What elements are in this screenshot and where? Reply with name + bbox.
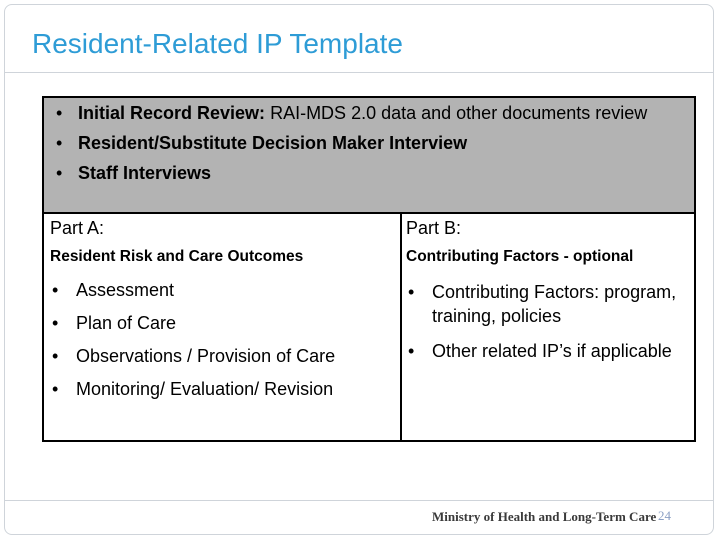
header-item-bold: Resident/Substitute Decision Maker Interview xyxy=(78,133,468,153)
part-b-title: Part B: xyxy=(406,218,462,238)
header-item-bold: Staff Interviews xyxy=(78,163,212,183)
bullet-icon: • xyxy=(56,103,63,123)
part-b-subtitle: Contributing Factors - optional xyxy=(406,248,634,265)
header-item-bold: Initial Record Review: xyxy=(78,103,266,123)
part-a-subtitle: Resident Risk and Care Outcomes xyxy=(50,248,304,265)
list-item xyxy=(406,280,686,328)
page-number: 24 xyxy=(658,508,671,523)
list-item-text: Contributing Factors: program, training, policies xyxy=(432,282,677,326)
part-a-title: Part A: xyxy=(50,218,105,238)
part-a-list xyxy=(50,278,390,410)
list-item xyxy=(50,278,390,302)
list-item-text: Plan of Care xyxy=(76,313,177,333)
bullet-icon: • xyxy=(56,133,63,153)
part-b-column xyxy=(402,214,694,442)
list-item xyxy=(50,377,390,401)
bullet-icon: • xyxy=(52,346,59,366)
part-b-list xyxy=(406,280,686,374)
header-item-text: RAI-MDS 2.0 data and other documents review xyxy=(265,103,648,123)
list-item-text: Monitoring/ Evaluation/ Revision xyxy=(76,379,334,399)
list-item-text: Observations / Provision of Care xyxy=(76,346,336,366)
list-item xyxy=(50,344,390,368)
part-a-column xyxy=(44,214,402,442)
footer-divider xyxy=(4,500,714,501)
header-item-sdm-interview xyxy=(54,132,684,154)
bullet-icon: • xyxy=(56,163,63,183)
bullet-icon: • xyxy=(52,280,59,300)
bullet-icon: • xyxy=(408,282,415,302)
list-item-text: Other related IP’s if applicable xyxy=(432,341,672,361)
list-item-text: Assessment xyxy=(76,280,175,300)
ministry-footer: Ministry of Health and Long-Term Care xyxy=(432,509,657,524)
list-item xyxy=(406,339,686,363)
template-table xyxy=(42,96,696,442)
header-band xyxy=(44,98,694,214)
list-item xyxy=(50,311,390,335)
header-item-staff-interviews xyxy=(54,162,684,184)
bullet-icon: • xyxy=(52,379,59,399)
bullet-icon: • xyxy=(408,341,415,361)
header-list xyxy=(54,102,684,192)
slide-title: Resident-Related IP Template xyxy=(32,28,403,59)
header-item-record-review xyxy=(54,102,684,124)
bullet-icon: • xyxy=(52,313,59,333)
title-divider xyxy=(4,72,714,73)
